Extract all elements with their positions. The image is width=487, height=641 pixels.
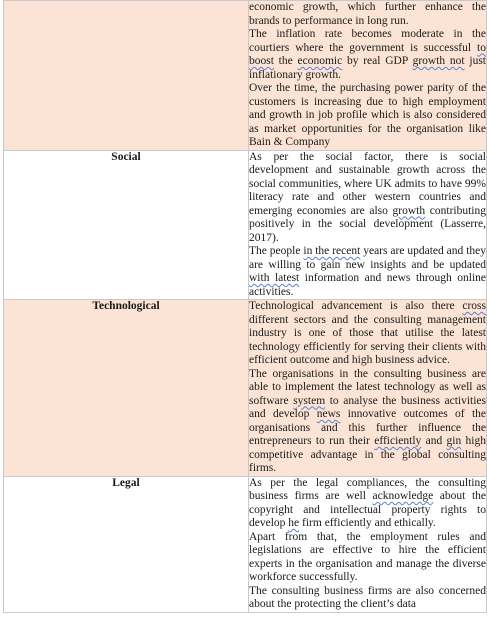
table-row (4, 476, 487, 612)
flagged-text: news (316, 408, 341, 420)
text-segment: information and news through online activities. (249, 272, 486, 298)
flagged-text: cross (462, 300, 486, 312)
text-segment: years are updated and they are willing to gain new insights and be updated (249, 245, 486, 271)
text-segment: high competitive advantage in the global consulting firms. (249, 435, 486, 474)
factor-cell: Legal (4, 476, 249, 612)
text-segment: The organisations in the consulting business are able to implement the latest technology as well as software (249, 367, 486, 407)
factor-cell: Social (4, 150, 249, 300)
description-paragraph (249, 368, 486, 476)
flagged-text: economic (297, 55, 343, 67)
description-cell (249, 476, 487, 612)
text-segment: to analyse the business activities and develop (249, 394, 487, 420)
description-cell (249, 300, 487, 477)
factor-cell: Technological (4, 300, 249, 477)
pest-analysis-table (3, 0, 487, 613)
text-segment: As per the legal compliances, the consulting business firms are well (249, 476, 486, 502)
table-row (4, 300, 487, 477)
description-paragraph (249, 585, 486, 612)
text-segment: by real GDP (342, 55, 413, 67)
description-paragraph (249, 531, 486, 585)
text-segment: Over the time, the purchasing power parity of the customers is increasing due to high employment and growth in job profile which is also considered as market opportunities for the organisation like Bain & Company (249, 82, 486, 148)
flagged-text: in the recent (303, 245, 361, 257)
description-paragraph (249, 82, 486, 150)
description-paragraph (249, 477, 486, 531)
flagged-text: he (288, 517, 300, 529)
text-segment: The consulting business firms are also concerned about the protecting the client’s data (249, 584, 486, 610)
text-segment: firm efficiently and ethically. (299, 517, 436, 529)
text-segment: different sectors and the consulting management industry is one of those that utilise the latest technology efficiently for serving their clients with efficient outcome and high business advice. (249, 313, 486, 366)
flagged-text: system (293, 394, 326, 407)
flagged-text: to boost (249, 41, 486, 67)
table-row (4, 1, 487, 151)
text-segment: the (273, 55, 298, 67)
table-row (4, 150, 487, 300)
text-segment: The people (249, 245, 304, 257)
text-segment: contributing positively in the social development (Lasserre, 2017). (249, 204, 486, 244)
flagged-text: growth (392, 204, 426, 217)
text-segment: The inflation rate becomes moderate in the courtiers where the government is successful (249, 28, 486, 54)
description-paragraph (249, 300, 486, 368)
description-paragraph (249, 28, 486, 82)
text-segment: about the copyright and intellectual property rights to develop (249, 490, 486, 529)
description-paragraph (249, 1, 486, 28)
text-segment: just inflationary growth. (249, 55, 486, 81)
text-segment: and (421, 435, 447, 447)
text-segment: innovative outcomes of the organisations and this further influence the entrepreneurs to run their (249, 408, 487, 447)
description-cell (249, 1, 487, 151)
description-paragraph (249, 151, 486, 246)
table-body (4, 1, 487, 613)
flagged-text: acknowledge (372, 490, 434, 502)
flagged-text: growth not (412, 55, 465, 67)
text-segment: As per the social factor, there is social development and sustainable growth across the social communities, where UK admits to have 99% literacy rate and other western countries and emerging economies are also (249, 150, 486, 217)
flagged-text: gin (446, 435, 462, 447)
flagged-text: with latest (249, 272, 300, 284)
text-segment: economic growth, which further enhance the brands to performance in long run. (249, 1, 486, 27)
text-segment: Apart from that, the employment rules and legislations are effective to hire the efficient experts in the organisation and manage the diverse workforce successfully. (249, 530, 486, 583)
factor-cell (4, 1, 249, 151)
flagged-text: efficiently (374, 435, 422, 447)
description-cell (249, 150, 487, 300)
text-segment: Technological advancement is also there (249, 300, 463, 312)
description-paragraph (249, 245, 486, 299)
